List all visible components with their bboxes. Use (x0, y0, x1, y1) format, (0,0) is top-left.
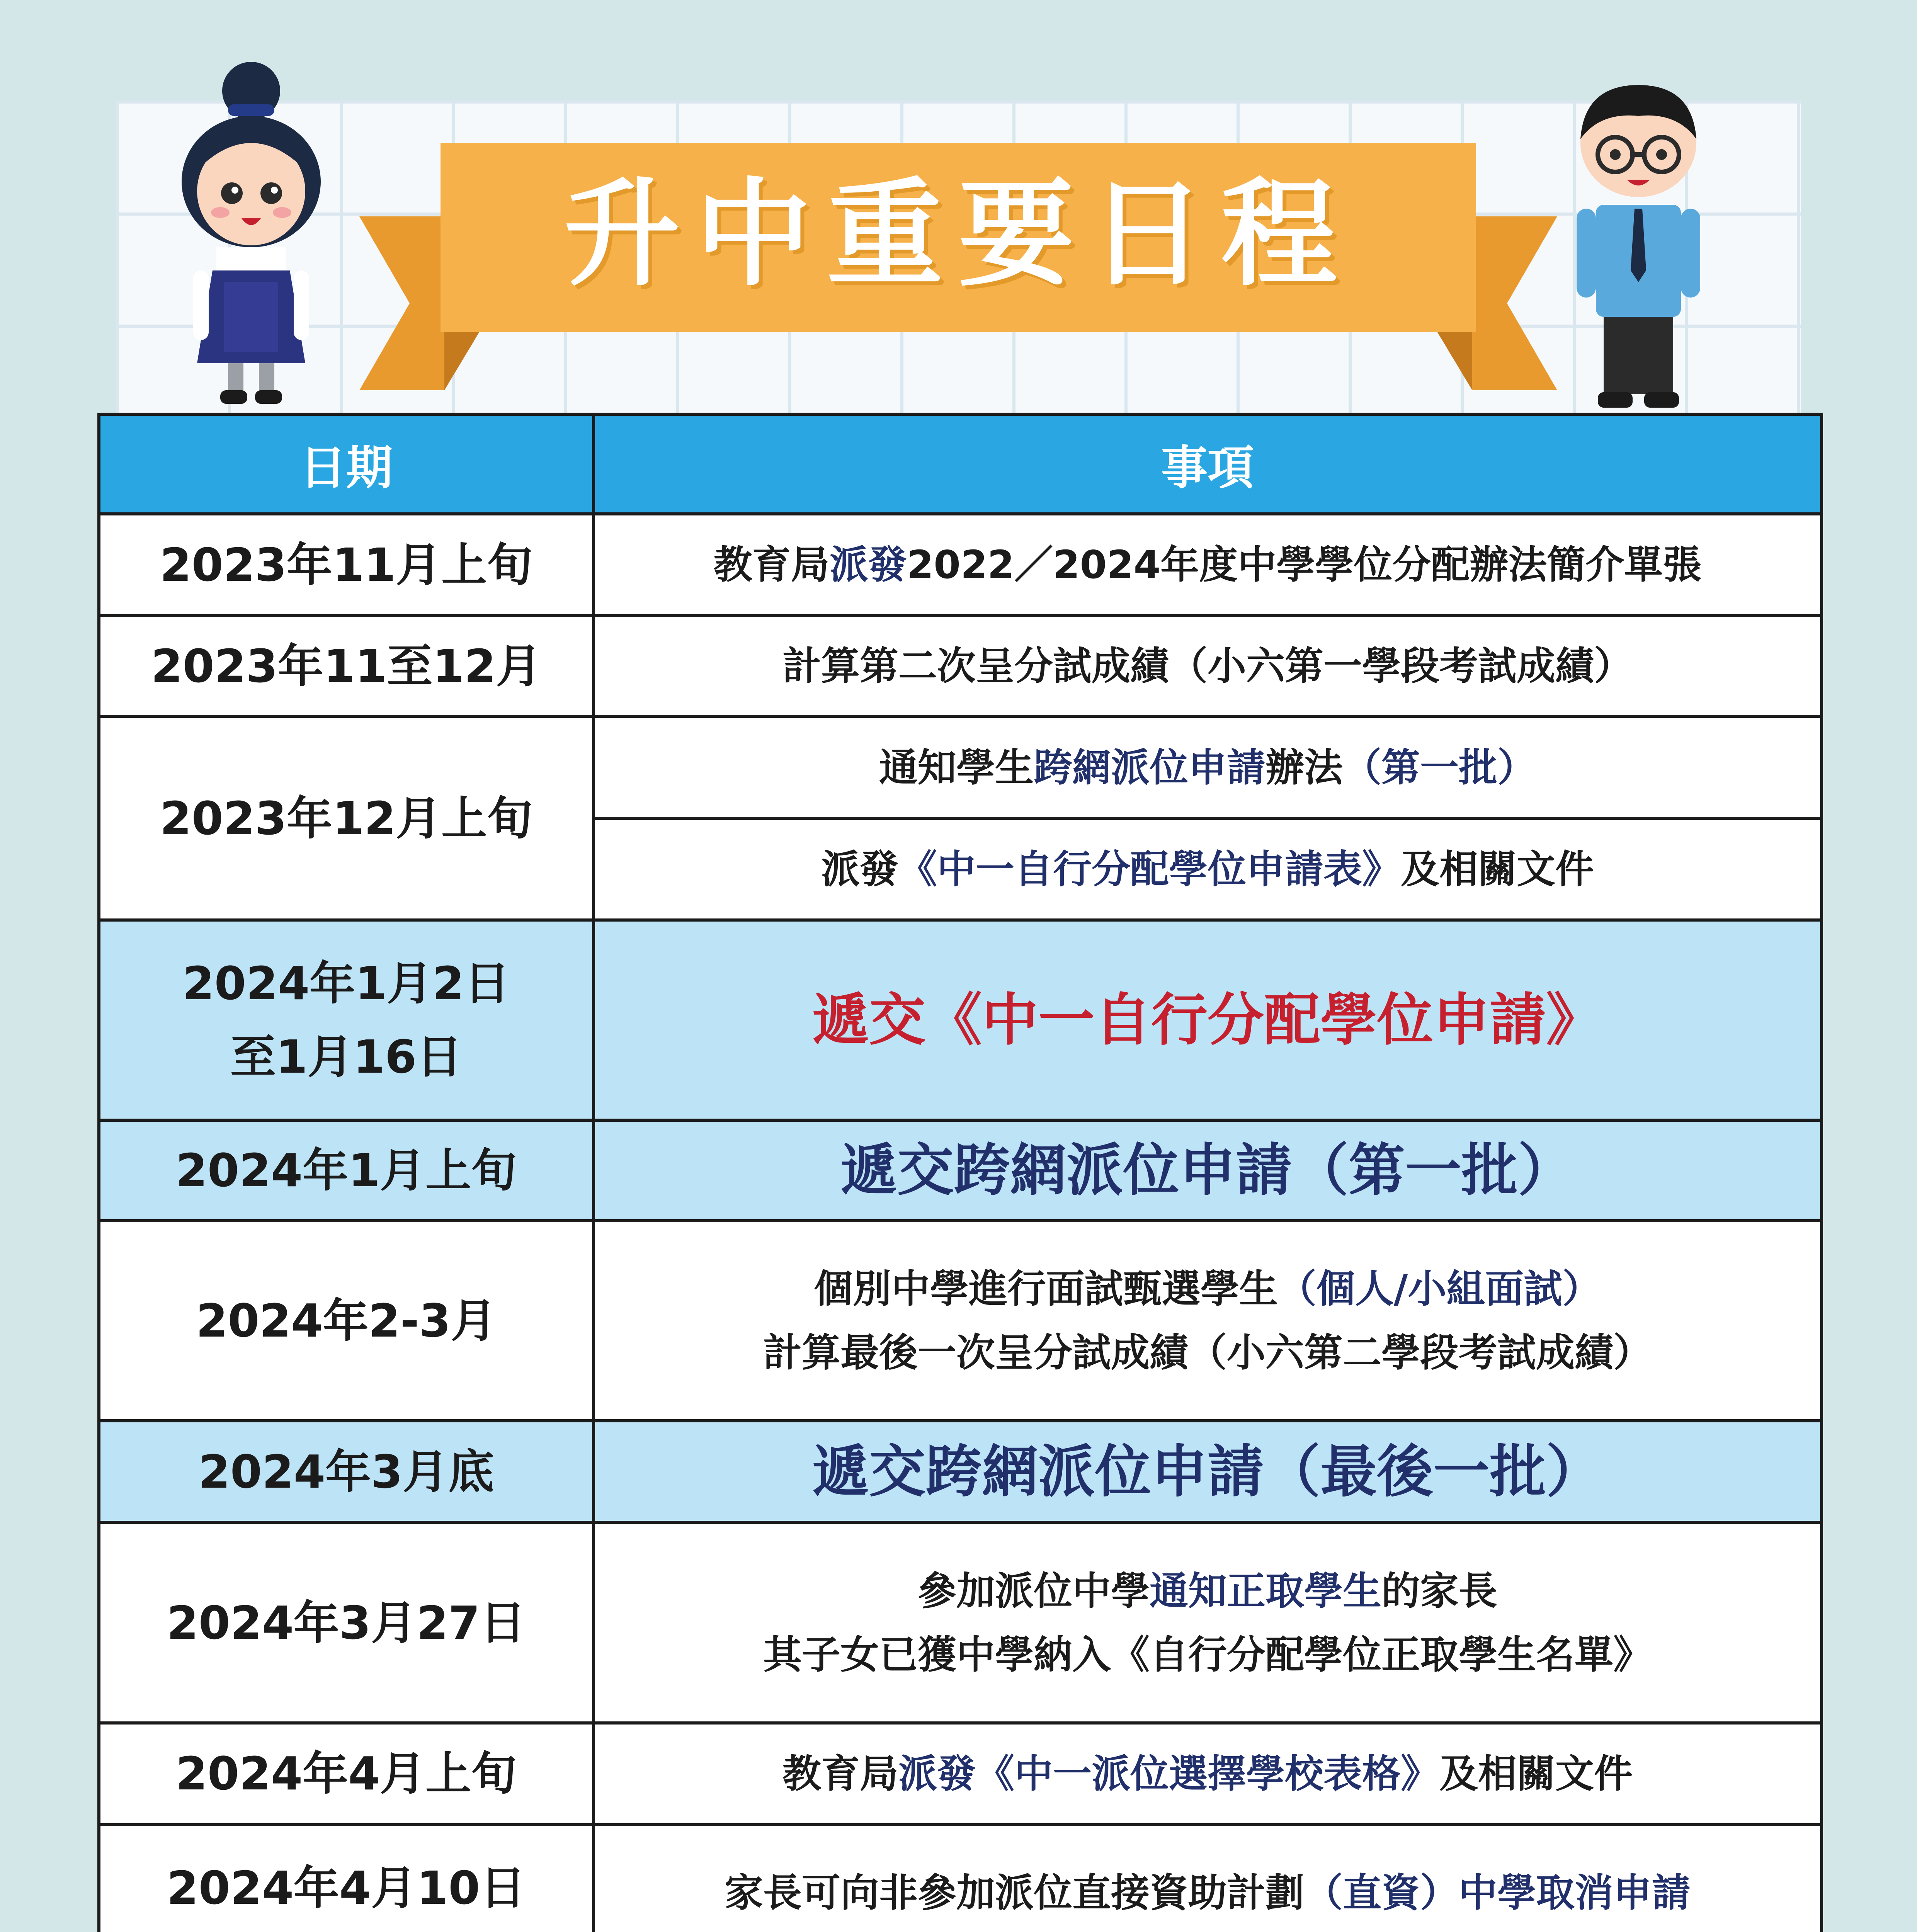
girl-student-illustration (170, 54, 332, 410)
table-row (99, 616, 1822, 716)
row-date: 2024年1月2日 至1月16日 (99, 920, 594, 1120)
header-date: 日期 (99, 414, 594, 514)
row-item: 個別中學進行面試甄選學生（個人/小組面試） 計算最後一次呈分試成績（小六第二學段考試成績） (594, 1221, 1822, 1421)
table-row (99, 716, 1822, 818)
row-date: 2023年11月上旬 (99, 514, 594, 616)
table-row (99, 1221, 1822, 1421)
row-item: 家長可向非參加派位直接資助計劃（直資）中學取消申請 (594, 1825, 1822, 1932)
table-row (99, 1421, 1822, 1522)
row-item: 遞交《中一自行分配學位申請》 (594, 920, 1822, 1120)
row-item: 遞交跨網派位申請（第一批） (594, 1120, 1822, 1220)
row-item: 教育局派發《中一派位選擇學校表格》及相關文件 (594, 1723, 1822, 1825)
row-date: 2023年12月上旬 (99, 716, 594, 920)
table-row (99, 514, 1822, 616)
row-date: 2024年2-3月 (99, 1221, 594, 1421)
table-row (99, 1723, 1822, 1825)
header-item: 事項 (594, 414, 1822, 514)
row-item: 參加派位中學通知正取學生的家長 其子女已獲中學納入《自行分配學位正取學生名單》 (594, 1522, 1822, 1723)
table-row (99, 1522, 1822, 1723)
row-date: 2024年4月10日 (99, 1825, 594, 1932)
row-date: 2024年3月底 (99, 1421, 594, 1522)
row-date: 2023年11至12月 (99, 616, 594, 716)
row-date: 2024年3月27日 (99, 1522, 594, 1723)
row-date: 2024年1月上旬 (99, 1120, 594, 1220)
row-item: 教育局派發2022／2024年度中學學位分配辦法簡介單張 (594, 514, 1822, 616)
row-item: 通知學生跨網派位申請辦法（第一批） (594, 716, 1822, 818)
table-row (99, 1120, 1822, 1220)
row-date: 2024年4月上旬 (99, 1723, 594, 1825)
table-row (99, 1825, 1822, 1932)
schedule-table (97, 413, 1823, 1932)
table-row (99, 920, 1822, 1120)
row-item: 派發《中一自行分配學位申請表》及相關文件 (594, 818, 1822, 920)
row-item: 遞交跨網派位申請（最後一批） (594, 1421, 1822, 1522)
row-item: 計算第二次呈分試成績（小六第一學段考試成績） (594, 616, 1822, 716)
page-title: 升中重要日程 (564, 167, 1352, 302)
table-header-row (99, 414, 1822, 514)
boy-student-illustration (1561, 77, 1716, 417)
